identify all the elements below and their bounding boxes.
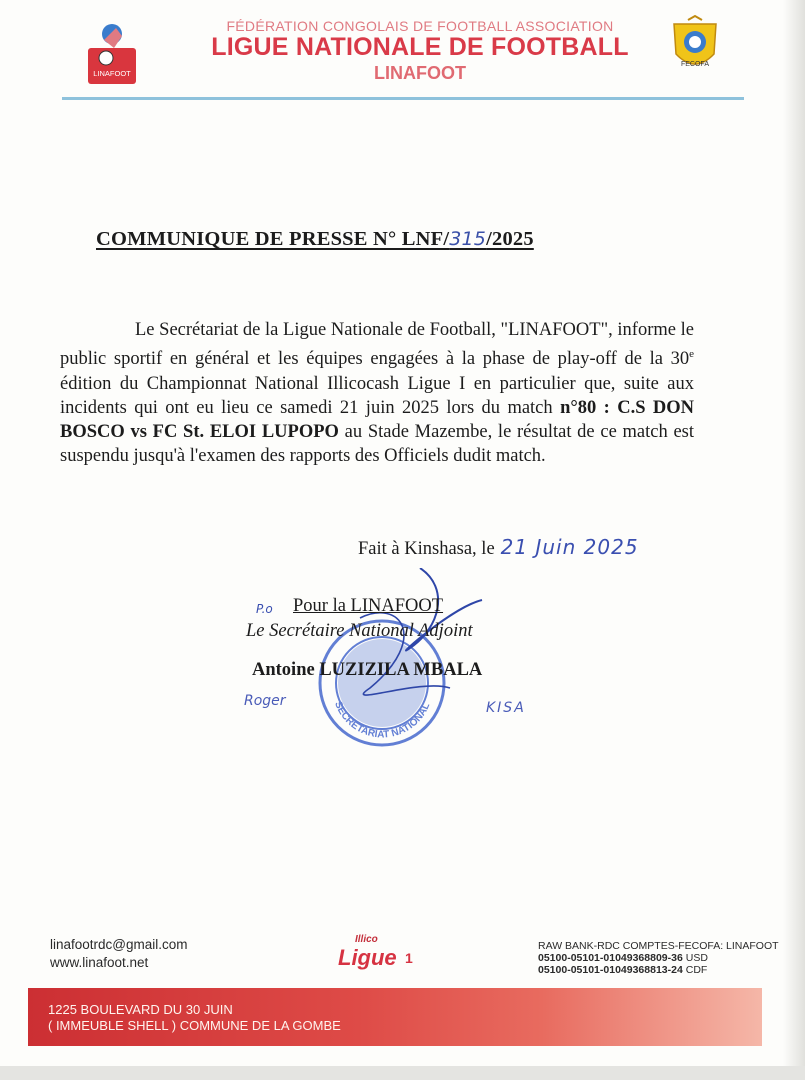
handwritten-name-left: Roger bbox=[244, 693, 286, 709]
account-cdf-currency: CDF bbox=[682, 964, 708, 976]
handwritten-date: 21 Juin 2025 bbox=[500, 535, 639, 559]
sponsor-small-text: Illico bbox=[355, 934, 378, 945]
title-prefix: COMMUNIQUE DE PRESSE N° LNF/ bbox=[96, 228, 450, 250]
linafoot-logo bbox=[86, 18, 138, 86]
address-line-2: ( IMMEUBLE SHELL ) COMMUNE DE LA GOMBE bbox=[48, 1018, 341, 1033]
page-bottom-edge bbox=[0, 1066, 805, 1080]
communique-body bbox=[60, 318, 694, 468]
contact-email[interactable]: linafootrdc@gmail.com bbox=[50, 937, 188, 952]
linafoot-logo-text: LINAFOOT bbox=[93, 69, 131, 78]
league-short-name: LINAFOOT bbox=[374, 63, 466, 83]
account-usd-currency: USD bbox=[682, 952, 708, 964]
sponsor-logo-number: 1 bbox=[405, 950, 413, 966]
footer-band bbox=[28, 988, 762, 1046]
place-date-line bbox=[358, 535, 639, 560]
federation-name: FÉDÉRATION CONGOLAIS DE FOOTBALL ASSOCIATION bbox=[226, 18, 614, 34]
signature-for-line: Pour la LINAFOOT bbox=[293, 596, 444, 616]
body-paragraph bbox=[60, 318, 694, 468]
fecofa-logo-text: FECOFA bbox=[680, 61, 710, 68]
ordinal-suffix: e bbox=[689, 348, 694, 361]
page-edge-shadow bbox=[783, 0, 805, 1080]
account-cdf bbox=[538, 964, 707, 976]
fecofa-logo bbox=[666, 14, 724, 80]
account-usd-number: 05100-05101-01049368809-36 bbox=[538, 952, 683, 964]
bank-title: RAW BANK-RDC COMPTES-FECOFA: LINAFOOT bbox=[538, 940, 779, 952]
footer-band-gradient bbox=[28, 988, 762, 1046]
signatory-name: Antoine LUZIZILA MBALA bbox=[252, 660, 483, 680]
body-text-part1: Le Secrétariat de la Ligue Nationale de Football, "LINAFOOT", informe le public sportif en général et les équipes engagées à la phase de play-off de la 30 bbox=[60, 320, 694, 370]
header-divider bbox=[62, 97, 744, 100]
sponsor-logo-text: Ligue bbox=[338, 945, 397, 970]
title-handwritten-number: 315 bbox=[449, 228, 487, 250]
body-text-part3: au Stade Mazembe, le résultat de ce match est suspendu jusqu'à l'examen des rapports des Officiels dudit match. bbox=[60, 421, 694, 467]
match-reference: n°80 : C.S DON BOSCO vs FC St. ELOI LUPOPO bbox=[60, 397, 694, 442]
address-line-1: 1225 BOULEVARD DU 30 JUIN bbox=[48, 1002, 233, 1017]
body-text-part2: édition du Championnat National Illicocash Ligue I en particulier que, suite aux incidents qui ont eu lieu ce samedi 21 juin 2025 lors du match bbox=[60, 373, 694, 418]
place-text: Fait à Kinshasa, le bbox=[358, 539, 495, 559]
handwritten-name-right: KISA bbox=[486, 700, 526, 716]
league-name: LIGUE NATIONALE DE FOOTBALL bbox=[211, 33, 629, 61]
signatory-role: Le Secrétaire National Adjoint bbox=[246, 621, 473, 641]
stamp-text: SECRETARIAT NATIONAL bbox=[332, 700, 433, 741]
contact-website[interactable]: www.linafoot.net bbox=[50, 955, 149, 970]
po-mark: P.o bbox=[256, 602, 273, 616]
press-release-title bbox=[96, 228, 534, 251]
title-suffix: /2025 bbox=[486, 228, 534, 250]
account-cdf-number: 05100-05101-01049368813-24 bbox=[538, 964, 683, 976]
account-usd bbox=[538, 952, 708, 964]
